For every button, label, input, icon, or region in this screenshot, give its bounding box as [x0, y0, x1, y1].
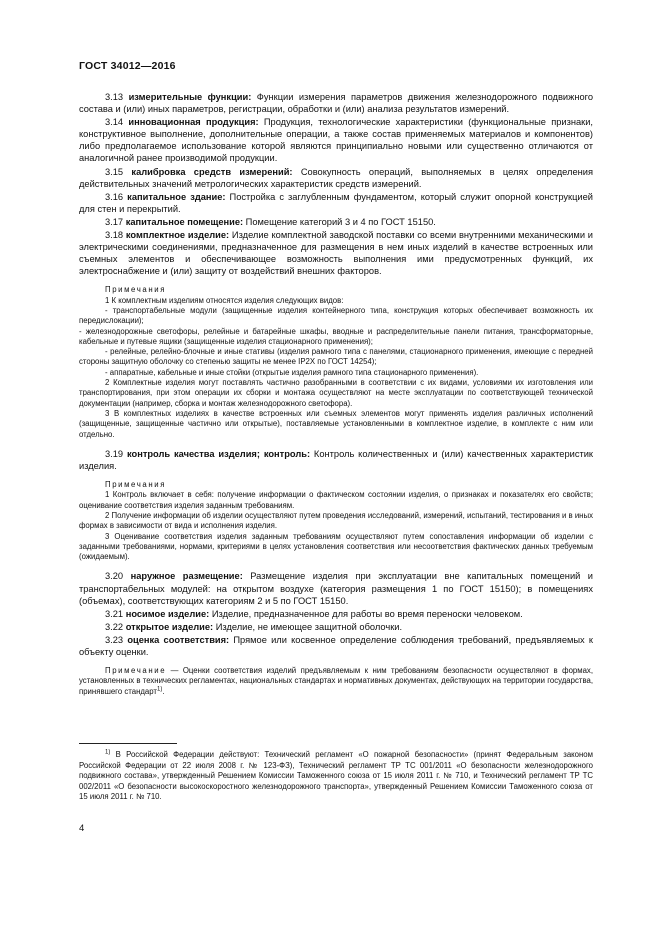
- document-header: ГОСТ 34012—2016: [79, 60, 176, 72]
- term-number: 3.17: [105, 216, 124, 227]
- page-number: 4: [79, 823, 85, 834]
- notes-title: Примечания: [105, 480, 167, 490]
- term-name: капитальное помещение:: [125, 216, 244, 227]
- notes-title: Примечания: [105, 285, 167, 295]
- term-definition: Изделие, не имеющее защитной оболочки.: [213, 621, 403, 632]
- footnote-mark: 1): [105, 749, 111, 756]
- note-item: - аппаратные, кабельные и иные стойки (открытые изделия рамного типа стационарного применения).: [105, 367, 479, 377]
- note-item: 1 К комплектным изделиям относятся изделия следующих видов:: [105, 295, 344, 305]
- term-name: носимое изделие:: [125, 608, 210, 619]
- term-number: 3.22: [105, 621, 124, 632]
- spacer: [79, 562, 593, 570]
- term-name: калибровка средств измерений:: [131, 166, 293, 177]
- note-text: — Оценки соответствия изделий предъявляемым к ним требованиям безопасности осуществляют в формах, установленных в технических регламентах, национальных стандартах и нормативных документах, действующих на территории государства, принявшего стандарт: [79, 666, 593, 696]
- term-name: наружное размещение:: [130, 571, 243, 582]
- footnote-separator: [79, 743, 177, 744]
- term-name: капитальное здание:: [127, 191, 226, 202]
- document-body: [79, 91, 593, 697]
- term-definition: Изделие, предназначенное для работы во время переноски человеком.: [209, 608, 523, 619]
- note-item: - релейные, релейно-блочные и иные стативы (изделия рамного типа с панелями, стационарного применения, имеющие с передней стороны защитную оболочку со степенью защиты не менее IP2X по ГОСТ 14254);: [79, 347, 593, 367]
- term-number: 3.16: [105, 191, 124, 202]
- footnote-text: В Российской Федерации действуют: Технический регламент «О пожарной безопасности» (принят Федеральным законом Российской Федерации от 22 июля 2008 г. № 123-ФЗ), Технический регламент ТР ТС 001/2011 «О безопасности железнодорожного подвижного состава», утвержденный Решением Комиссии Таможенного союза от 15 июля 2011 г. № 710, и Технический регламент ТР ТС 002/2011 «О безопасности высокоскоростного железнодорожного транспорта», утвержденный Решением Комиссии Таможенного союза от 15 июля 2011 г. № 710.: [79, 750, 593, 801]
- term-number: 3.18: [105, 230, 124, 241]
- term-3-14: [79, 116, 593, 164]
- term-3-13: [79, 91, 593, 115]
- term-name: инновационная продукция:: [128, 117, 259, 128]
- term-number: 3.19: [105, 448, 124, 459]
- term-definition: Постройка с заглубленным фундаментом, который служит опорной конструкцией для стен и перекрытий.: [79, 191, 593, 214]
- term-3-16: [79, 191, 593, 215]
- term-3-21: [79, 608, 593, 620]
- term-name: комплектное изделие:: [125, 230, 230, 241]
- term-definition: Продукция, технологические характеристики (функциональные признаки, конструктивное выполнение, дополнительные операции, а также состав применяемых материалов и компонентов) либо предполагаемое использование которой являются принципиально новыми или существенно отличаются от аналогичной ранее производимой продукции.: [79, 117, 594, 164]
- note-item: - транспортабельные модули (защищенные изделия контейнерного типа, конструкция которых обеспечивает возможность их передислокации);: [79, 306, 593, 326]
- notes-block-3-18: [79, 285, 593, 439]
- notes-block-3-19: [79, 480, 593, 562]
- term-number: 3.14: [105, 117, 124, 128]
- note-item: 1 Контроль включает в себя: получение информации о фактическом состоянии изделия, о признаках и показателях его свойств; оценивание соответствия изделия заданным требованиям.: [79, 490, 593, 510]
- note-item: 3 Оценивание соответствия изделия заданным требованиям осуществляют путем сопоставления информации об изделии с заданными требованиями, нормами, критериями в целях установления соответствия или несоответствия фактических данных требуемым (ожидаемым).: [79, 531, 593, 562]
- term-number: 3.20: [105, 571, 124, 582]
- term-definition: Контроль количественных и (или) качественных характеристик изделия.: [79, 448, 594, 471]
- note-item: 3 В комплектных изделиях в качестве встроенных или съемных элементов могут применять изделия различных исполнений (защищенные, защищенные частично или открытые), поставляемые установленными в комплектное изделие, в комплекте с ним или отдельно.: [79, 408, 593, 439]
- note-title: Примечание: [105, 666, 167, 676]
- term-name: открытое изделие:: [125, 621, 214, 632]
- term-definition: Изделие комплектной заводской поставки со всеми внутренними механическими и электрическими соединениями, предназначенное для размещения в нем иных изделий в качестве встроенных или съемных элементов и обеспечивающее возможность выполнения ими предусмотренных функций, их электроснабжение и (или) защиту от воздействий внешних факторов.: [79, 230, 593, 277]
- term-name: оценка соответствия:: [127, 634, 230, 645]
- term-3-20: [79, 570, 593, 606]
- term-definition: Помещение категорий 3 и 4 по ГОСТ 15150.: [243, 216, 436, 227]
- note-item: 2 Получение информации об изделии осуществляют путем проведения исследований, измерений, испытаний, тестирования и в иных формах в зависимости от вида и исполнения изделия.: [79, 510, 593, 531]
- term-3-18: [79, 229, 593, 277]
- note-3-23: [79, 666, 593, 697]
- term-definition: Функции измерения параметров движения железнодорожного подвижного состава и (или) иных параметров, регистрации, обработки и (или) анализа результатов измерений.: [79, 92, 593, 115]
- spacer: [79, 440, 593, 448]
- term-number: 3.23: [105, 634, 124, 645]
- note-item: 2 Комплектные изделия могут поставлять частично разобранными в соответствии с их видами, условиями их изготовления или транспортирования, при этом операции их сборки и монтажа осуществляют на месте эксплуатации по соответствующей технической документации (например, сборка и монтаж железнодорожного светофора).: [79, 378, 593, 408]
- term-definition: Совокупность операций, выполняемых в целях определения действительных значений метрологических характеристик средств измерений.: [79, 166, 593, 189]
- footnote: [79, 750, 593, 803]
- note-item: - железнодорожные светофоры, релейные и батарейные шкафы, вводные и распределительные панели питания, трансформаторные, кабельные и путевые ящики (защищенные изделия стационарного применения);: [79, 326, 593, 346]
- term-3-17: [79, 216, 593, 228]
- term-3-22: [79, 621, 593, 633]
- term-number: 3.21: [105, 608, 124, 619]
- term-definition: Прямое или косвенное определение соблюдения требований, предъявляемых к объекту оценки.: [79, 634, 593, 657]
- note-end: .: [162, 686, 165, 696]
- footnote-ref: 1): [157, 686, 163, 693]
- term-name: измерительные функции:: [128, 92, 252, 102]
- term-definition: Размещение изделия при эксплуатации вне капитальных помещений и транспортабельных модулей: на открытом воздухе (категория размещения 1 по ГОСТ 15150); в помещениях (объемах), соответствующих категориям 2 и 5 по ГОСТ 15150.: [79, 571, 594, 606]
- term-name: контроль качества изделия; контроль:: [127, 448, 311, 459]
- term-3-23: [79, 634, 593, 658]
- term-number: 3.15: [105, 166, 124, 177]
- term-number: 3.13: [105, 92, 124, 102]
- term-3-15: [79, 166, 593, 190]
- term-3-19: [79, 448, 593, 472]
